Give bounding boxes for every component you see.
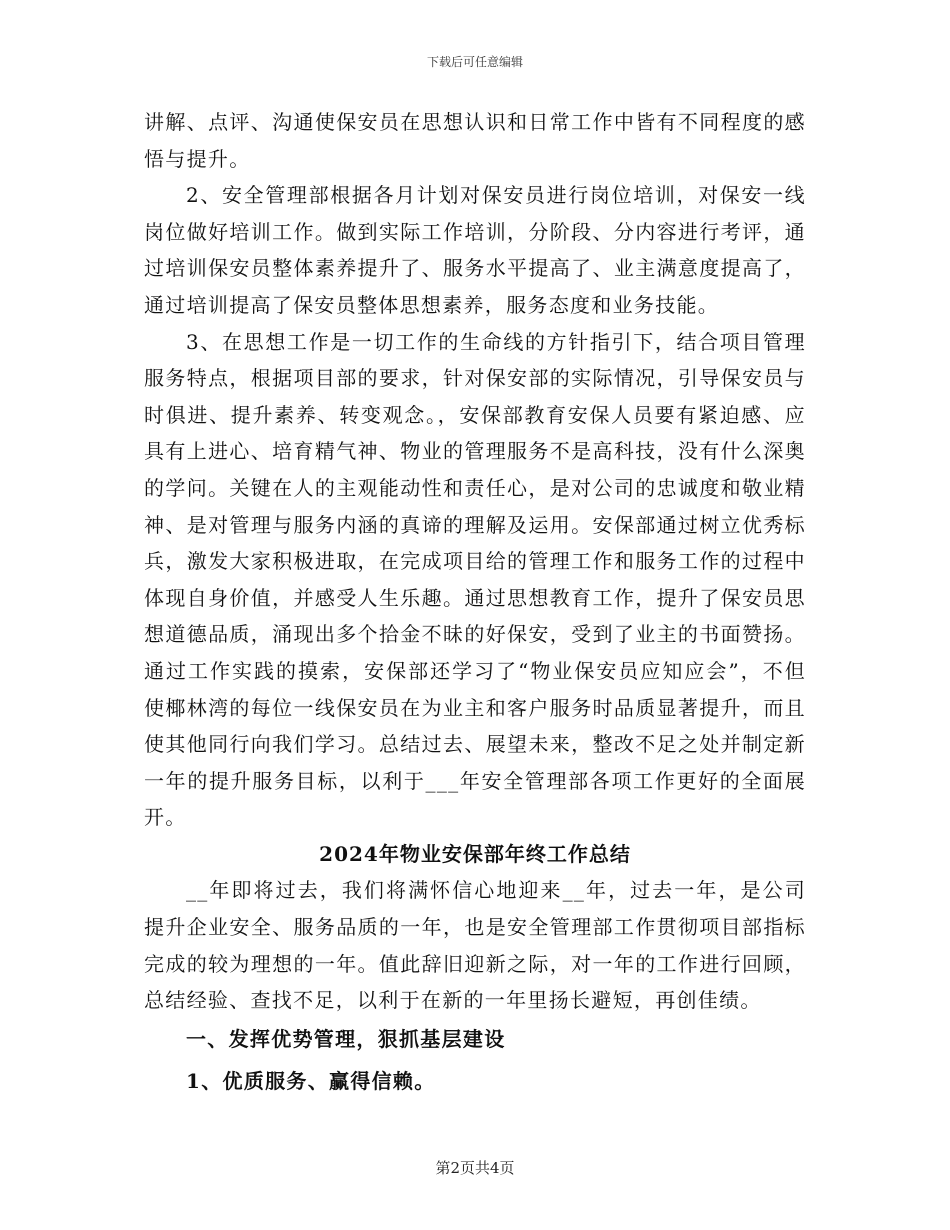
subsection-heading-1: 1、优质服务、赢得信赖。 bbox=[186, 1069, 436, 1094]
paragraph-item-2: 2、安全管理部根据各月计划对保安员进行岗位培训，对保安一线岗位做好培训工作。做到实际工作培训，分阶段、分内容进行考评，通过培训保安员整体素养提升了、服务水平提高了、业主满意度提高了，通过培训提高了保安员整体思想素养，服务态度和业务技能。 bbox=[144, 183, 806, 317]
document-title: 2024年物业安保部年终工作总结 bbox=[319, 841, 631, 866]
document-body bbox=[144, 104, 806, 1100]
page-header: 下载后可任意编辑 bbox=[426, 55, 523, 69]
paragraph-item-3: 3、在思想工作是一切工作的生命线的方针指引下，结合项目管理服务特点，根据项目部的要求，针对保安部的实际情况，引导保安员与时俱进、提升素养、转变观念。，安保部教育安保人员要有紧迫感、应具有上进心、培育精气神、物业的管理服务不是高科技，没有什么深奥的学问。关键在人的主观能动性和责任心，是对公司的忠诚度和敬业精神、是对管理与服务内涵的真谛的理解及运用。安保部通过树立优秀标兵，激发大家积极进取，在完成项目给的管理工作和服务工作的过程中体现自身价值，并感受人生乐趣。通过思想教育工作，提升了保安员思想道德品质，涌现出多个拾金不昧的好保安，受到了业主的书面赞扬。通过工作实践的摸索，安保部还学习了“物业保安员应知应会”，不但使椰林湾的每位一线保安员在为业主和客户服务时品质显著提升，而且使其他同行向我们学习。总结过去、展望未来，整改不足之处并制定新一年的提升服务目标，以利于___年安全管理部各项工作更好的全面展开。 bbox=[144, 329, 806, 830]
page-number: 第2页共4页 bbox=[435, 1159, 515, 1177]
paragraph-intro: __年即将过去，我们将满怀信心地迎来__年，过去一年，是公司提升企业安全、服务品质的一年，也是安全管理部工作贯彻项目部指标完成的较为理想的一年。值此辞旧迎新之际，对一年的工作进行回顾，总结经验、查找不足，以利于在新的一年里扬长避短，再创佳绩。 bbox=[144, 878, 806, 1013]
paragraph-continuation: 讲解、点评、沟通使保安员在思想认识和日常工作中皆有不同程度的感悟与提升。 bbox=[144, 110, 806, 171]
section-heading-1: 一、发挥优势管理，狠抓基层建设 bbox=[186, 1026, 506, 1051]
